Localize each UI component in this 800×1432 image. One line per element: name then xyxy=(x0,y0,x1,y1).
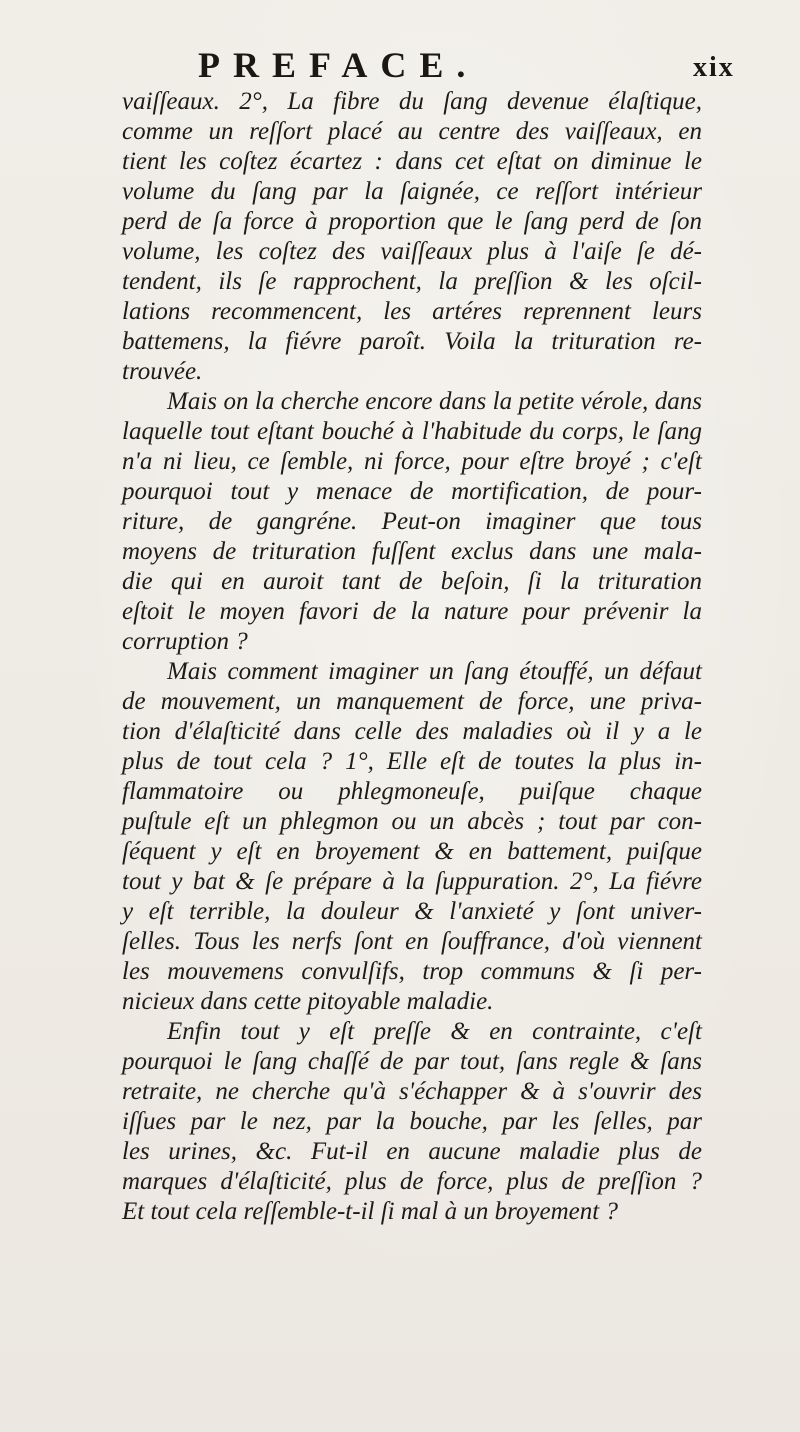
text-line: comme un reſſort placé au centre des vaiſſeaux, en xyxy=(122,118,702,145)
text-line: ſéquent y eſt en broyement & en battement, puiſque xyxy=(122,838,702,865)
text-line: plus de tout cela ? 1°, Elle eſt de toutes la plus in- xyxy=(122,748,702,775)
text-line: perd de ſa force à proportion que le ſang perd de ſon xyxy=(122,208,702,235)
text-line: tion d'élaſticité dans celle des maladies où il y a le xyxy=(122,718,702,745)
page-number: xix xyxy=(693,52,735,83)
text-line: iſſues par le nez, par la bouche, par les ſelles, par xyxy=(122,1108,702,1135)
text-line: y eſt terrible, la douleur & l'anxieté y ſont univer- xyxy=(122,898,702,925)
body-text xyxy=(122,87,702,1227)
paragraph-end-line: trouvée. xyxy=(122,358,203,385)
text-line: battemens, la fiévre paroît. Voila la trituration re- xyxy=(122,328,702,355)
text-line: volume, les coſtez des vaiſſeaux plus à l'aiſe ſe dé- xyxy=(122,238,702,265)
text-line: tient les coſtez écartez : dans cet eſtat on diminue le xyxy=(122,148,702,175)
text-line: lations recommencent, les artéres reprennent leurs xyxy=(122,298,702,325)
text-line: pourquoi tout y menace de mortification, de pour- xyxy=(122,478,702,505)
paragraph-end-line: corruption ? xyxy=(122,628,248,655)
paragraph-end-line: nicieux dans cette pitoyable maladie. xyxy=(122,988,494,1015)
text-line: riture, de gangréne. Peut-on imaginer que tous xyxy=(122,508,702,535)
paragraph-end-line: Et tout cela reſſemble-t-il ſi mal à un broyement ? xyxy=(122,1198,618,1225)
text-line: laquelle tout eſtant bouché à l'habitude du corps, le ſang xyxy=(122,418,702,445)
text-line: les urines, &c. Fut-il en aucune maladie plus de xyxy=(122,1138,702,1165)
text-line: de mouvement, un manquement de force, une priva- xyxy=(122,688,702,715)
paragraph-start-line: Mais comment imaginer un ſang étouffé, un défaut xyxy=(167,658,702,685)
paragraph-start-line: Enfin tout y eſt preſſe & en contrainte, c'eſt xyxy=(167,1018,702,1045)
text-line: puſtule eſt un phlegmon ou un abcès ; tout par con- xyxy=(122,808,702,835)
text-line: marques d'élaſticité, plus de force, plus de preſſion ? xyxy=(122,1168,702,1195)
text-line: retraite, ne cherche qu'à s'échapper & à s'ouvrir des xyxy=(122,1078,702,1105)
text-line: volume du ſang par la ſaignée, ce reſſort intérieur xyxy=(122,178,702,205)
text-line: flammatoire ou phlegmoneuſe, puiſque chaque xyxy=(122,778,702,805)
text-line: eſtoit le moyen favori de la nature pour prévenir la xyxy=(122,598,702,625)
text-line: die qui en auroit tant de beſoin, ſi la trituration xyxy=(122,568,702,595)
text-line: n'a ni lieu, ce ſemble, ni force, pour eſtre broyé ; c'eſt xyxy=(122,448,702,475)
paragraph-start-line: Mais on la cherche encore dans la petite vérole, dans xyxy=(167,388,702,415)
page-header xyxy=(0,44,800,84)
text-line: moyens de trituration fuſſent exclus dans une mala- xyxy=(122,538,702,565)
text-line: les mouvemens convulſifs, trop communs & ſi per- xyxy=(122,958,702,985)
text-line: vaiſſeaux. 2°, La fibre du ſang devenue élaſtique, xyxy=(122,88,702,115)
running-head: PREFACE. xyxy=(198,45,479,85)
text-line: tendent, ils ſe rapprochent, la preſſion & les oſcil- xyxy=(122,268,702,295)
text-line: pourquoi le ſang chaſſé de par tout, ſans regle & ſans xyxy=(122,1048,702,1075)
text-line: tout y bat & ſe prépare à la ſuppuration. 2°, La fiévre xyxy=(122,868,702,895)
text-line: ſelles. Tous les nerfs ſont en ſouffrance, d'où viennent xyxy=(122,928,702,955)
